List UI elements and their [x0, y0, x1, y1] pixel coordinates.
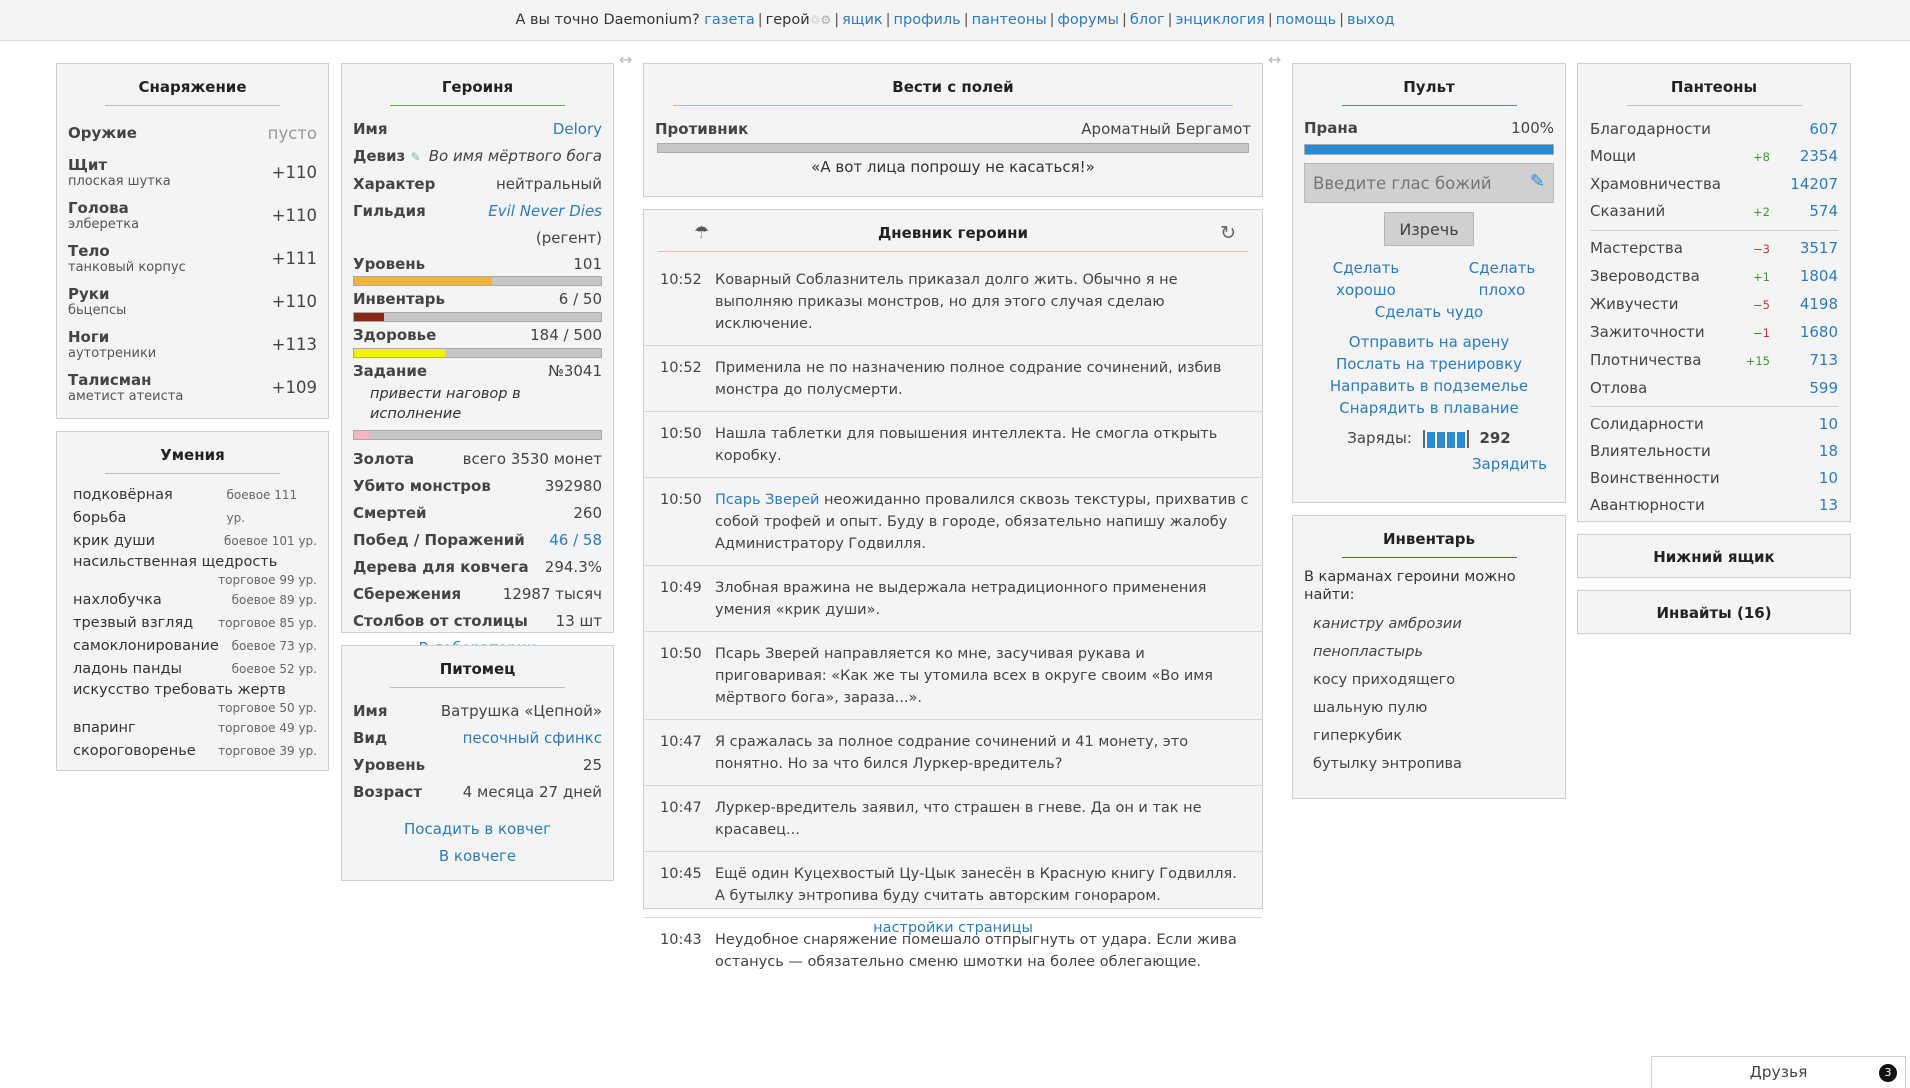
column-left: [56, 63, 329, 783]
top-nav: А вы точно Daemonium? газета | герой♲⚙ | ящик | профиль | пантеоны | форумы | блог | энциклогия | помощь | выход: [0, 0, 1910, 41]
skill-item: скороговоренье торговое 39 ур.: [73, 743, 317, 759]
sail-link[interactable]: Снарядить в плавание: [1339, 399, 1519, 417]
daemonium-question: А вы точно Daemonium?: [515, 12, 700, 28]
skill-item: ладонь панды боевое 52 ур.: [73, 661, 317, 677]
make-good-link[interactable]: Сделать хорошо: [1332, 259, 1400, 299]
hero-char-row: Характер нейтральный: [353, 175, 602, 193]
nav-profile[interactable]: профиль: [893, 12, 961, 28]
say-button[interactable]: Изречь: [1384, 212, 1473, 246]
pantheons-title: Пантеоны: [1578, 64, 1850, 116]
charge-link[interactable]: Зарядить: [1471, 455, 1547, 473]
pantheon-row[interactable]: Храмовничества 14207: [1590, 175, 1838, 193]
nav-box[interactable]: ящик: [842, 12, 883, 28]
hero-status-icons: ♲⚙: [809, 13, 832, 27]
diary-entry: 10:47 Я сражалась за полное содрание сочинений и 41 монету, это понятно. Но за что бился Луркер-вредитель?: [644, 720, 1262, 786]
skill-item: подковёрная борьба боевое 111 ур.: [73, 487, 298, 526]
charges-indicator: [1423, 430, 1469, 448]
equip-row-legs: Ноги аутотреники +113: [68, 327, 317, 361]
nav-newspaper[interactable]: газета: [704, 12, 755, 28]
pet-title: Питомец: [342, 646, 613, 698]
divider: [1590, 230, 1838, 231]
inventory-item[interactable]: пенопластырь: [1313, 644, 1424, 660]
equipment-title: Снаряжение: [57, 64, 328, 116]
hero-kills-row: Убито монстров 392980: [353, 477, 602, 495]
news-title: Вести с полей: [644, 64, 1262, 116]
hero-gold-row: Золота всего 3530 монет: [353, 450, 602, 468]
nav-blog[interactable]: блог: [1129, 12, 1165, 28]
pantheon-row[interactable]: Мощи +8 2354: [1590, 147, 1838, 165]
hero-savings-row: Сбережения 12987 тысяч: [353, 585, 602, 603]
diary-entry: 10:52 Применила не по назначению полное содрание сочинений, избив монстра до полусмерти.: [644, 346, 1262, 412]
inventory-item: косу приходящего: [1313, 672, 1456, 688]
hero-level-row: Уровень 101: [353, 255, 602, 273]
skill-item: нахлобучка боевое 89 ур.: [73, 592, 317, 608]
equipment-block: [56, 63, 329, 419]
hero-inv-row: Инвентарь 6 / 50: [353, 290, 602, 308]
wins-link[interactable]: 46 / 58: [549, 531, 602, 549]
diary-entries: [644, 258, 1262, 983]
invites-button[interactable]: Инвайты (16): [1577, 590, 1851, 634]
diary-entry: 10:49 Злобная вражина не выдержала нетрадиционного применения умения «крик души».: [644, 566, 1262, 632]
pen-icon[interactable]: ✎: [1529, 171, 1545, 192]
diary-entry: 10:50 Псарь Зверей неожиданно провалился сквозь текстуры, прихватив с собой трофей и опыт. Буду в городе, обязательно напишу жалобу Администратору Годвилля.: [644, 478, 1262, 566]
column-center: [643, 63, 1263, 970]
dungeon-link[interactable]: Направить в подземелье: [1329, 377, 1529, 395]
nav-logout[interactable]: выход: [1347, 12, 1395, 28]
pantheon-row[interactable]: Плотничества +15 713: [1590, 351, 1838, 369]
inventory-progress-bar: [353, 312, 602, 322]
skills-title: Умения: [57, 432, 328, 484]
miracle-link[interactable]: Сделать чудо: [1374, 303, 1484, 321]
friends-tab[interactable]: [1651, 1056, 1906, 1088]
pantheon-row[interactable]: Воинственности 10: [1590, 469, 1838, 487]
pet-block: [341, 645, 614, 881]
voice-input[interactable]: [1304, 163, 1554, 203]
hero-wins-row: Побед / Поражений 46 / 58: [342, 527, 613, 554]
equip-row-arms: Руки бьцепсы +110: [68, 284, 317, 318]
pantheon-row[interactable]: Мастерства −3 3517: [1590, 239, 1838, 257]
diary-entry: 10:50 Нашла таблетки для повышения интеллекта. Не смогла открыть коробку.: [644, 412, 1262, 478]
pantheons-block: [1577, 63, 1851, 522]
nav-hero[interactable]: герой: [765, 12, 810, 28]
equip-row-weapon: Оружие пусто: [68, 124, 317, 143]
edit-pencil-icon[interactable]: ✎: [410, 150, 421, 164]
pantheon-row[interactable]: Влиятельности 18: [1590, 442, 1838, 460]
enemy-row: Противник Ароматный Бергамот: [655, 120, 1251, 138]
skill-item: впаринг торговое 49 ур.: [73, 720, 317, 736]
inventory-item: шальную пулю: [1313, 700, 1428, 716]
arena-link[interactable]: Отправить на арену: [1348, 333, 1510, 351]
skill-item: самоклонирование боевое 73 ур.: [73, 638, 317, 654]
hero-quest-row: Задание №3041: [353, 362, 602, 380]
pet-kind-link[interactable]: песочный сфинкс: [462, 729, 602, 747]
pet-age-row: Возраст 4 месяца 27 дней: [353, 783, 602, 801]
pet-name-row: Имя Ватрушка «Цепной»: [353, 702, 602, 720]
in-ark-link[interactable]: В ковчеге: [438, 847, 517, 865]
hero-block: [341, 63, 614, 633]
skill-item: трезвый взгляд торговое 85 ур.: [73, 615, 317, 631]
health-progress-bar: [353, 348, 602, 358]
equip-row-talisman: Талисман аметист атеиста +109: [68, 370, 317, 404]
equip-row-head: Голова элберетка +110: [68, 198, 317, 232]
diary-entry: 10:47 Луркер-вредитель заявил, что страшен в гневе. Да он и так не красавец...: [644, 786, 1262, 852]
skills-block: [56, 431, 329, 771]
equip-row-body: Тело танковый корпус +111: [68, 241, 317, 275]
inventory-block: [1292, 515, 1566, 799]
charges-row: Заряды: 292: [1347, 429, 1511, 447]
inventory-item: бутылку энтропива: [1313, 756, 1462, 772]
inventory-item[interactable]: канистру амброзии: [1313, 616, 1462, 632]
diary-entry: 10:52 Коварный Соблазнитель приказал долго жить. Обычно я не выполняю приказы монстров, но для этого случая сделаю исключение.: [644, 258, 1262, 346]
hero-title: Героиня: [342, 64, 613, 116]
voice-text-field[interactable]: [1305, 164, 1553, 202]
nav-help[interactable]: помощь: [1275, 12, 1337, 28]
lower-box-button[interactable]: Нижний ящик: [1577, 534, 1851, 578]
resize-arrow-icon[interactable]: ↔: [1268, 50, 1282, 69]
enemy-health-bar: [657, 143, 1249, 153]
news-block: [643, 63, 1263, 197]
diary-entry: 10:43 Неудобное снаряжение помешало отпрыгнуть от удара. Если жива останусь — обязательно сменю шмотки на более облегающие.: [660, 932, 1237, 970]
column-hero: [341, 63, 614, 893]
guild-link[interactable]: Evil Never Dies: [488, 202, 602, 220]
skill-item: крик души боевое 101 ур.: [73, 533, 317, 549]
put-in-ark-link[interactable]: Посадить в ковчег: [403, 820, 552, 838]
umbrella-icon: ☂: [694, 223, 710, 243]
divider: [1590, 406, 1838, 407]
pet-kind-row: Вид песочный сфинкс: [342, 725, 613, 752]
hero-name-link[interactable]: Delory: [552, 120, 602, 138]
pet-level-row: Уровень 25: [353, 756, 602, 774]
remote-block: [1292, 63, 1566, 503]
nav-encyclopedia[interactable]: энциклогия: [1175, 12, 1265, 28]
monster-link[interactable]: Псарь Зверей: [715, 492, 820, 508]
column-pantheons: [1577, 63, 1851, 646]
prana-bar: [1304, 144, 1554, 155]
friends-label: Друзья: [1749, 1063, 1808, 1081]
pantheon-row[interactable]: Солидарности 10: [1590, 415, 1838, 433]
hero-wood-row: Дерева для ковчега 294.3%: [353, 558, 602, 576]
column-remote: [1292, 63, 1566, 811]
remote-title: Пульт: [1293, 64, 1565, 116]
hero-deaths-row: Смертей 260: [353, 504, 602, 522]
pantheon-row[interactable]: Живучести −5 4198: [1590, 295, 1838, 313]
nav-pantheons[interactable]: пантеоны: [971, 12, 1047, 28]
hero-pillars-row: Столбов от столицы 13 шт: [353, 612, 602, 630]
refresh-icon[interactable]: ↻: [1220, 222, 1236, 244]
influence-links: [1293, 257, 1565, 301]
pantheon-row[interactable]: Сказаний +2 574: [1590, 202, 1838, 220]
pantheon-row[interactable]: Зажиточности −1 1680: [1590, 323, 1838, 341]
diary-title: ☂ Дневник героини ↻: [644, 210, 1262, 262]
inventory-title: Инвентарь: [1293, 516, 1565, 568]
page-settings-link[interactable]: настройки страницы: [873, 920, 1033, 936]
hero-guild-row: Гильдия Evil Never Dies (регент): [353, 202, 602, 247]
pantheon-row[interactable]: Благодарности 607: [1590, 120, 1838, 138]
skill-item: насильственная щедрость торговое 99 ур.: [73, 554, 317, 587]
hero-name-row: Имя Delory: [342, 116, 613, 143]
hero-quest-text: привести наговор в исполнение: [370, 386, 521, 422]
pantheon-row[interactable]: Авантюрности 13: [1590, 496, 1838, 514]
inventory-intro: В карманах героини можно найти:: [1304, 569, 1516, 603]
inventory-item: гиперкубик: [1313, 728, 1403, 744]
friends-count-badge: 3: [1879, 1064, 1897, 1082]
make-bad-link[interactable]: Сделать плохо: [1468, 259, 1536, 299]
diary-entry: 10:45 Ещё один Куцехвостый Цу-Цык занесён в Красную книгу Годвилля. А бутылку энтропива буду считать авторским гонораром.: [644, 852, 1262, 918]
skill-item: искусство требовать жертв торговое 50 ур.: [73, 682, 317, 715]
diary-entry: 10:50 Псарь Зверей направляется ко мне, засучивая рукава и приговаривая: «Как же ты утомила всех в округе своим «Во имя мёртвого бога», зараза...».: [644, 632, 1262, 720]
pantheon-row[interactable]: Звероводства +1 1804: [1590, 267, 1838, 285]
prana-row: Прана 100%: [1304, 119, 1554, 137]
resize-arrow-icon[interactable]: ↔: [619, 50, 633, 69]
nav-forums[interactable]: форумы: [1057, 12, 1119, 28]
hero-motto-row: Девиз ✎ Во имя мёртвого бога: [353, 147, 602, 165]
quest-progress-bar: [353, 430, 602, 440]
level-progress-bar: [353, 276, 602, 286]
hero-health-row: Здоровье 184 / 500: [353, 326, 602, 344]
equip-row-shield: Щит плоская шутка +110: [68, 155, 317, 189]
pantheon-row[interactable]: Отлова 599: [1590, 379, 1838, 397]
news-quote: «А вот лица попрошу не касаться!»: [811, 158, 1095, 176]
training-link[interactable]: Послать на тренировку: [1335, 355, 1523, 373]
